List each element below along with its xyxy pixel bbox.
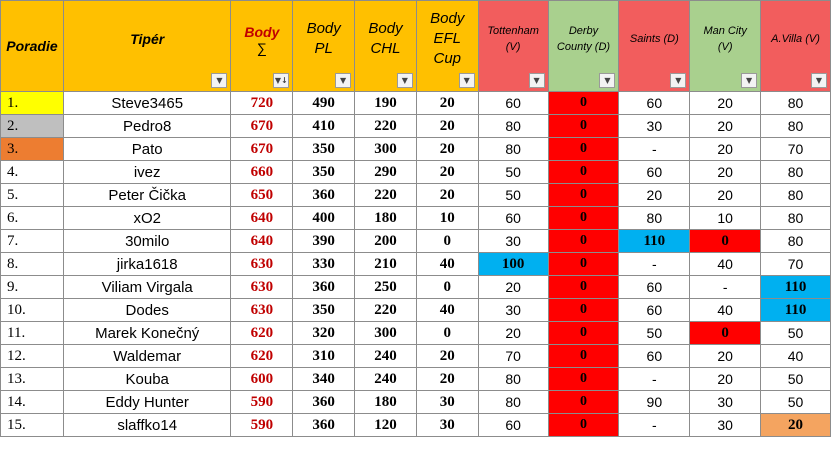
match-derby-cell[interactable]: 0	[548, 92, 619, 115]
pl-points-cell[interactable]: 490	[293, 92, 355, 115]
dropdown-arrow-icon[interactable]: ▼	[335, 73, 351, 88]
dropdown-arrow-icon[interactable]: ▼	[741, 73, 757, 88]
total-points-cell[interactable]: 640	[231, 230, 293, 253]
col-header-match-derby-line1: Derby	[568, 25, 599, 37]
rank-cell[interactable]: 9.	[1, 276, 64, 299]
chl-points-cell[interactable]: 120	[355, 414, 417, 437]
match-tottenham-cell[interactable]: 30	[478, 299, 548, 322]
match-tottenham-cell[interactable]: 80	[478, 115, 548, 138]
pl-points-cell[interactable]: 360	[293, 391, 355, 414]
sigma-icon: ∑	[256, 40, 267, 56]
match-mancity-cell[interactable]: 30	[690, 391, 761, 414]
total-points-cell[interactable]: 630	[231, 276, 293, 299]
efl-points-cell[interactable]: 20	[416, 161, 478, 184]
tipster-name-cell[interactable]: Pedro8	[63, 115, 231, 138]
tipster-name-cell[interactable]: xO2	[63, 207, 231, 230]
match-avilla-cell[interactable]: 110	[761, 276, 831, 299]
col-header-efl-line3: Cup	[433, 50, 462, 67]
tipster-name-cell[interactable]: Pato	[63, 138, 231, 161]
table-row	[1, 184, 831, 207]
dropdown-arrow-icon[interactable]: ▼	[397, 73, 413, 88]
match-avilla-cell[interactable]: 20	[761, 414, 831, 437]
chl-points-cell[interactable]: 250	[355, 276, 417, 299]
chl-points-cell[interactable]: 220	[355, 184, 417, 207]
match-derby-cell[interactable]: 0	[548, 230, 619, 253]
col-header-total	[231, 1, 293, 92]
match-tottenham-cell[interactable]: 20	[478, 276, 548, 299]
col-header-match-mancity	[690, 1, 761, 92]
tipster-name-cell[interactable]: Peter Čička	[63, 184, 231, 207]
col-header-match-saints	[619, 1, 690, 92]
match-derby-cell[interactable]: 0	[548, 253, 619, 276]
match-mancity-cell[interactable]: 40	[690, 253, 761, 276]
match-mancity-cell[interactable]: -	[690, 276, 761, 299]
pl-points-cell[interactable]: 350	[293, 161, 355, 184]
match-mancity-cell[interactable]: 20	[690, 92, 761, 115]
rank-cell[interactable]: 13.	[1, 368, 64, 391]
match-mancity-cell[interactable]: 20	[690, 115, 761, 138]
total-points-cell[interactable]: 590	[231, 391, 293, 414]
chl-points-cell[interactable]: 290	[355, 161, 417, 184]
match-saints-cell[interactable]: 30	[619, 115, 690, 138]
match-saints-cell[interactable]: 110	[619, 230, 690, 253]
tipster-name-cell[interactable]: Marek Konečný	[63, 322, 231, 345]
dropdown-arrow-icon[interactable]: ▼	[459, 73, 475, 88]
match-tottenham-cell[interactable]: 80	[478, 138, 548, 161]
col-header-match-derby	[548, 1, 619, 92]
match-derby-cell[interactable]: 0	[548, 368, 619, 391]
chl-points-cell[interactable]: 300	[355, 138, 417, 161]
chl-points-cell[interactable]: 210	[355, 253, 417, 276]
table-row	[1, 207, 831, 230]
match-saints-cell[interactable]: 60	[619, 161, 690, 184]
efl-points-cell[interactable]: 40	[416, 253, 478, 276]
total-points-cell[interactable]: 660	[231, 161, 293, 184]
efl-points-cell[interactable]: 20	[416, 92, 478, 115]
match-saints-cell[interactable]: -	[619, 368, 690, 391]
standings-body	[1, 92, 831, 437]
col-header-tipster	[63, 1, 231, 92]
match-derby-cell[interactable]: 0	[548, 414, 619, 437]
match-saints-cell[interactable]: 20	[619, 184, 690, 207]
table-row	[1, 345, 831, 368]
col-header-pl-line2: PL	[314, 40, 333, 57]
header-row	[1, 1, 831, 92]
chl-points-cell[interactable]: 200	[355, 230, 417, 253]
match-derby-cell[interactable]: 0	[548, 207, 619, 230]
rank-cell[interactable]: 12.	[1, 345, 64, 368]
efl-points-cell[interactable]: 30	[416, 391, 478, 414]
rank-cell[interactable]: 4.	[1, 161, 64, 184]
match-avilla-cell[interactable]: 50	[761, 322, 831, 345]
col-header-match-mancity-line1: Man City	[703, 25, 747, 37]
match-mancity-cell[interactable]: 0	[690, 322, 761, 345]
efl-points-cell[interactable]: 20	[416, 138, 478, 161]
tipster-name-cell[interactable]: Viliam Virgala	[63, 276, 231, 299]
match-tottenham-cell[interactable]: 80	[478, 391, 548, 414]
match-saints-cell[interactable]: 50	[619, 322, 690, 345]
efl-points-cell[interactable]: 20	[416, 184, 478, 207]
tipster-name-cell[interactable]: Steve3465	[63, 92, 231, 115]
table-row	[1, 92, 831, 115]
col-header-rank-label: Poradie	[6, 38, 58, 54]
rank-cell[interactable]: 14.	[1, 391, 64, 414]
match-derby-cell[interactable]: 0	[548, 115, 619, 138]
col-header-efl-line2: EFL	[433, 30, 462, 47]
match-avilla-cell[interactable]: 40	[761, 345, 831, 368]
match-avilla-cell[interactable]: 80	[761, 207, 831, 230]
tipster-name-cell[interactable]: slaffko14	[63, 414, 231, 437]
match-avilla-cell[interactable]: 80	[761, 115, 831, 138]
efl-points-cell[interactable]: 20	[416, 115, 478, 138]
pl-points-cell[interactable]: 350	[293, 138, 355, 161]
match-derby-cell[interactable]: 0	[548, 322, 619, 345]
tipster-name-cell[interactable]: Waldemar	[63, 345, 231, 368]
match-derby-cell[interactable]: 0	[548, 161, 619, 184]
match-tottenham-cell[interactable]: 50	[478, 184, 548, 207]
dropdown-arrow-icon[interactable]: ▼	[811, 73, 827, 88]
tipster-name-cell[interactable]: 30milo	[63, 230, 231, 253]
total-points-cell[interactable]: 670	[231, 138, 293, 161]
match-saints-cell[interactable]: -	[619, 253, 690, 276]
col-header-match-tottenham	[478, 1, 548, 92]
table-row	[1, 161, 831, 184]
rank-cell[interactable]: 5.	[1, 184, 64, 207]
total-points-cell[interactable]: 650	[231, 184, 293, 207]
rank-cell[interactable]: 10.	[1, 299, 64, 322]
pl-points-cell[interactable]: 360	[293, 276, 355, 299]
chl-points-cell[interactable]: 190	[355, 92, 417, 115]
table-row	[1, 414, 831, 437]
match-derby-cell[interactable]: 0	[548, 299, 619, 322]
col-header-match-avilla-line1: A.Villa (V)	[771, 33, 820, 45]
match-saints-cell[interactable]: 60	[619, 345, 690, 368]
chl-points-cell[interactable]: 180	[355, 207, 417, 230]
efl-points-cell[interactable]: 20	[416, 345, 478, 368]
tipster-name-cell[interactable]: Kouba	[63, 368, 231, 391]
match-derby-cell[interactable]: 0	[548, 184, 619, 207]
table-row	[1, 299, 831, 322]
rank-cell[interactable]: 11.	[1, 322, 64, 345]
match-avilla-cell[interactable]: 70	[761, 138, 831, 161]
match-tottenham-cell[interactable]: 60	[478, 92, 548, 115]
match-mancity-cell[interactable]: 0	[690, 230, 761, 253]
table-row	[1, 115, 831, 138]
table-row	[1, 322, 831, 345]
pl-points-cell[interactable]: 360	[293, 414, 355, 437]
tipster-name-cell[interactable]: ivez	[63, 161, 231, 184]
col-header-chl	[355, 1, 417, 92]
pl-points-cell[interactable]: 350	[293, 299, 355, 322]
match-tottenham-cell[interactable]: 60	[478, 207, 548, 230]
match-saints-cell[interactable]: -	[619, 138, 690, 161]
total-points-cell[interactable]: 620	[231, 345, 293, 368]
efl-points-cell[interactable]: 0	[416, 230, 478, 253]
rank-cell[interactable]: 2.	[1, 115, 64, 138]
match-saints-cell[interactable]: 90	[619, 391, 690, 414]
dropdown-arrow-icon[interactable]: ▼	[529, 73, 545, 88]
efl-points-cell[interactable]: 10	[416, 207, 478, 230]
match-derby-cell[interactable]: 0	[548, 345, 619, 368]
table-row	[1, 276, 831, 299]
rank-cell[interactable]: 15.	[1, 414, 64, 437]
pl-points-cell[interactable]: 330	[293, 253, 355, 276]
total-points-cell[interactable]: 590	[231, 414, 293, 437]
pl-points-cell[interactable]: 340	[293, 368, 355, 391]
col-header-match-saints-line1: Saints (D)	[629, 33, 679, 45]
tipster-name-cell[interactable]: Eddy Hunter	[63, 391, 231, 414]
efl-points-cell[interactable]: 30	[416, 414, 478, 437]
sort-descending-icon[interactable]: ▼↓	[273, 73, 289, 88]
tipster-name-cell[interactable]: jirka1618	[63, 253, 231, 276]
table-row	[1, 138, 831, 161]
match-mancity-cell[interactable]: 20	[690, 345, 761, 368]
total-points-cell[interactable]: 630	[231, 253, 293, 276]
chl-points-cell[interactable]: 220	[355, 115, 417, 138]
col-header-match-tottenham-line2: (V)	[505, 41, 521, 53]
rank-cell[interactable]: 6.	[1, 207, 64, 230]
total-points-cell[interactable]: 720	[231, 92, 293, 115]
table-row	[1, 391, 831, 414]
match-derby-cell[interactable]: 0	[548, 138, 619, 161]
table-row	[1, 253, 831, 276]
match-avilla-cell[interactable]: 50	[761, 368, 831, 391]
pl-points-cell[interactable]: 410	[293, 115, 355, 138]
dropdown-arrow-icon[interactable]: ▼	[211, 73, 227, 88]
table-row	[1, 368, 831, 391]
match-avilla-cell[interactable]: 70	[761, 253, 831, 276]
pl-points-cell[interactable]: 310	[293, 345, 355, 368]
pl-points-cell[interactable]: 320	[293, 322, 355, 345]
rank-cell[interactable]: 1.	[1, 92, 64, 115]
chl-points-cell[interactable]: 300	[355, 322, 417, 345]
rank-cell[interactable]: 8.	[1, 253, 64, 276]
col-header-rank	[1, 1, 64, 92]
col-header-match-avilla	[761, 1, 831, 92]
rank-cell[interactable]: 7.	[1, 230, 64, 253]
match-mancity-cell[interactable]: 20	[690, 138, 761, 161]
match-derby-cell[interactable]: 0	[548, 276, 619, 299]
match-saints-cell[interactable]: 60	[619, 299, 690, 322]
match-saints-cell[interactable]: 80	[619, 207, 690, 230]
match-tottenham-cell[interactable]: 20	[478, 322, 548, 345]
match-tottenham-cell[interactable]: 50	[478, 161, 548, 184]
total-points-cell[interactable]: 670	[231, 115, 293, 138]
chl-points-cell[interactable]: 240	[355, 345, 417, 368]
col-header-chl-line1: Body	[368, 20, 403, 37]
table-row	[1, 230, 831, 253]
match-avilla-cell[interactable]: 80	[761, 161, 831, 184]
match-derby-cell[interactable]: 0	[548, 391, 619, 414]
match-tottenham-cell[interactable]: 100	[478, 253, 548, 276]
match-avilla-cell[interactable]: 110	[761, 299, 831, 322]
match-mancity-cell[interactable]: 40	[690, 299, 761, 322]
col-header-efl	[416, 1, 478, 92]
total-points-cell[interactable]: 640	[231, 207, 293, 230]
col-header-total-label: Body	[244, 24, 280, 40]
col-header-chl-line2: CHL	[370, 40, 401, 57]
total-points-cell[interactable]: 600	[231, 368, 293, 391]
pl-points-cell[interactable]: 390	[293, 230, 355, 253]
match-mancity-cell[interactable]: 20	[690, 161, 761, 184]
chl-points-cell[interactable]: 240	[355, 368, 417, 391]
efl-points-cell[interactable]: 20	[416, 368, 478, 391]
col-header-match-mancity-line2: (V)	[717, 41, 733, 53]
pl-points-cell[interactable]: 400	[293, 207, 355, 230]
match-avilla-cell[interactable]: 80	[761, 230, 831, 253]
chl-points-cell[interactable]: 220	[355, 299, 417, 322]
match-saints-cell[interactable]: 60	[619, 276, 690, 299]
col-header-efl-line1: Body	[430, 10, 465, 27]
match-mancity-cell[interactable]: 30	[690, 414, 761, 437]
match-saints-cell[interactable]: -	[619, 414, 690, 437]
col-header-pl	[293, 1, 355, 92]
match-avilla-cell[interactable]: 80	[761, 92, 831, 115]
rank-cell[interactable]: 3.	[1, 138, 64, 161]
efl-points-cell[interactable]: 40	[416, 299, 478, 322]
match-tottenham-cell[interactable]: 70	[478, 345, 548, 368]
match-avilla-cell[interactable]: 50	[761, 391, 831, 414]
total-points-cell[interactable]: 620	[231, 322, 293, 345]
match-mancity-cell[interactable]: 20	[690, 368, 761, 391]
tipster-name-cell[interactable]: Dodes	[63, 299, 231, 322]
col-header-match-derby-line2: County (D)	[556, 41, 611, 53]
match-mancity-cell[interactable]: 20	[690, 184, 761, 207]
efl-points-cell[interactable]: 0	[416, 276, 478, 299]
chl-points-cell[interactable]: 180	[355, 391, 417, 414]
match-tottenham-cell[interactable]: 60	[478, 414, 548, 437]
efl-points-cell[interactable]: 0	[416, 322, 478, 345]
col-header-match-tottenham-line1: Tottenham	[487, 25, 539, 37]
match-tottenham-cell[interactable]: 80	[478, 368, 548, 391]
match-mancity-cell[interactable]: 10	[690, 207, 761, 230]
match-saints-cell[interactable]: 60	[619, 92, 690, 115]
dropdown-arrow-icon[interactable]: ▼	[599, 73, 615, 88]
dropdown-arrow-icon[interactable]: ▼	[670, 73, 686, 88]
pl-points-cell[interactable]: 360	[293, 184, 355, 207]
total-points-cell[interactable]: 630	[231, 299, 293, 322]
col-header-pl-line1: Body	[306, 20, 341, 37]
col-header-tipster-label: Tipér	[130, 31, 165, 47]
match-avilla-cell[interactable]: 80	[761, 184, 831, 207]
match-tottenham-cell[interactable]: 30	[478, 230, 548, 253]
